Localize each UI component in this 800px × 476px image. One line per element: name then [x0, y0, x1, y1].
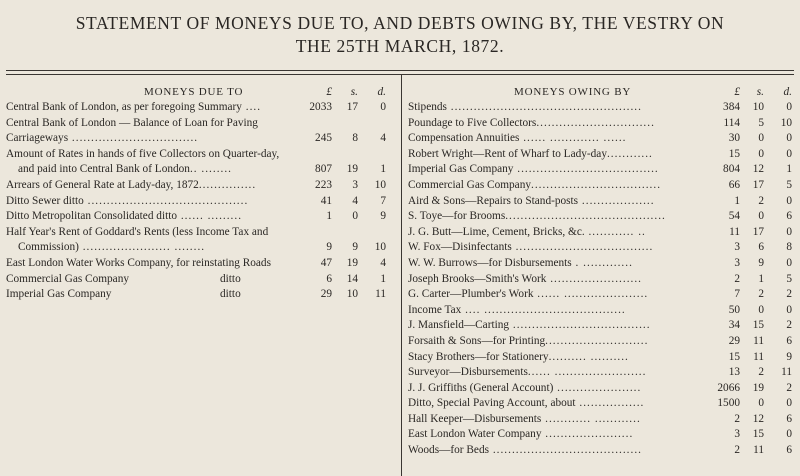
ledger-item-label — [6, 116, 316, 132]
pence-value: 0 — [786, 256, 792, 269]
pence-value: 11 — [781, 366, 792, 379]
item-text: Income Tax — [408, 303, 462, 316]
ledger-item-label — [408, 443, 718, 459]
shillings-value: 4 — [352, 194, 358, 207]
shillings-value: 12 — [752, 412, 764, 425]
section-heading — [6, 82, 396, 100]
title-line-2: THE 25TH MARCH, 1872. — [295, 36, 505, 56]
ledger-item-label — [6, 100, 316, 116]
item-text: J. G. Butt—Lime, Cement, Bricks, &c. — [408, 225, 585, 238]
item-text: Ditto Metropolitan Consolidated ditto — [6, 210, 178, 223]
shillings-header: s. — [350, 86, 358, 98]
pounds-value: 2033 — [309, 101, 332, 113]
pence-value: 0 — [786, 303, 792, 316]
shillings-value: 19 — [346, 256, 358, 269]
leader-dots: .... ..................................... — [461, 303, 626, 316]
pence-value: 0 — [786, 147, 792, 160]
leader-dots: .... — [241, 101, 262, 113]
pounds-value: 223 — [315, 178, 332, 191]
pounds-value: 47 — [320, 256, 332, 269]
leader-dots: .................................................. — [446, 101, 642, 113]
leader-dots: ..................................... — [513, 163, 659, 176]
leader-dots: ........................ — [546, 272, 642, 285]
item-text: Ditto Sewer ditto — [6, 194, 84, 207]
ledger-row — [6, 194, 396, 210]
ledger-item-label — [408, 194, 718, 210]
item-text: Stipends — [408, 101, 447, 113]
ledger-item-label — [408, 381, 718, 397]
ledger-item-label — [408, 162, 718, 178]
item-text: Commercial Gas Company — [408, 178, 531, 191]
pounds-value: 1 — [326, 210, 332, 223]
pence-value: 0 — [786, 132, 792, 145]
ledger-row — [6, 116, 396, 132]
item-text: Carriageways — [6, 132, 69, 145]
ledger-item-label — [6, 225, 316, 241]
item-text: Imperial Gas Company — [6, 288, 112, 301]
leader-dots: ...... ......... — [177, 210, 243, 223]
pounds-value: 2 — [734, 412, 740, 425]
pence-value: 7 — [380, 194, 386, 207]
ledger-row — [408, 225, 796, 241]
item-text: Stacy Brothers—for Stationery — [408, 350, 549, 363]
pounds-header: £ — [734, 86, 740, 98]
shillings-value: 2 — [758, 288, 764, 301]
ledger-row — [408, 443, 796, 459]
pence-value: 2 — [786, 319, 792, 332]
ledger-row — [6, 131, 396, 147]
pence-value: 0 — [786, 101, 792, 113]
shillings-value: 14 — [346, 272, 358, 285]
pence-value: 1 — [380, 272, 386, 285]
ledger-row — [408, 272, 796, 288]
double-rule-bottom — [6, 74, 794, 75]
pounds-value: 13 — [728, 366, 740, 379]
leader-dots: ............ — [606, 147, 653, 160]
leader-dots: .................................... — [511, 241, 654, 254]
shillings-value: 15 — [752, 428, 764, 441]
shillings-value: 8 — [352, 132, 358, 145]
shillings-value: 10 — [346, 288, 358, 301]
shillings-value: 9 — [758, 256, 764, 269]
ledger-item-label — [6, 272, 316, 288]
ledger-row — [408, 412, 796, 428]
item-text: S. Toye—for Brooms — [408, 210, 506, 223]
ledger-row — [408, 178, 796, 194]
shillings-value: 19 — [346, 163, 358, 176]
item-text: Half Year's Rent of Goddard's Rents (less Income Tax and — [6, 225, 269, 238]
leader-dots: ............... — [198, 178, 257, 191]
ledger-row — [408, 194, 796, 210]
leader-dots: ................. — [575, 397, 645, 410]
pounds-value: 6 — [326, 272, 332, 285]
ledger-row — [408, 427, 796, 443]
ledger-item-label — [6, 178, 316, 194]
shillings-value: 17 — [346, 101, 358, 113]
shillings-value: 5 — [758, 116, 764, 129]
item-text: Joseph Brooks—Smith's Work — [408, 272, 547, 285]
shillings-value: 6 — [758, 241, 764, 254]
ledger-item-label — [408, 412, 718, 428]
pounds-value: 1 — [734, 194, 740, 207]
ledger-item-label — [6, 131, 316, 147]
ledger-item-label — [408, 116, 718, 132]
item-text: W. W. Burrows—for Disbursements — [408, 256, 572, 269]
item-text: Commission) — [18, 241, 79, 254]
pounds-value: 29 — [728, 334, 740, 347]
ledger-item-label — [408, 240, 718, 256]
ledger-item-label — [6, 209, 316, 225]
moneys-owing-by-section — [408, 82, 796, 459]
pence-value: 10 — [374, 241, 386, 254]
pence-value: 2 — [786, 381, 792, 394]
leader-dots: ...... ........................ — [527, 366, 647, 379]
leader-dots: . ............. — [571, 256, 633, 269]
pence-value: 6 — [786, 210, 792, 223]
ledger-row — [408, 162, 796, 178]
ledger-item-label — [408, 256, 718, 272]
item-text: East London Water Company — [408, 428, 542, 441]
pounds-value: 3 — [734, 428, 740, 441]
pence-value: 10 — [780, 116, 792, 129]
shillings-value: 0 — [758, 132, 764, 145]
item-text: Woods—for Beds — [408, 444, 489, 457]
pence-value: 8 — [786, 241, 792, 254]
leader-dots: ...................... — [553, 381, 642, 394]
ledger-row — [6, 209, 396, 225]
pounds-value: 30 — [728, 132, 740, 145]
pence-value: 0 — [380, 101, 386, 113]
leader-dots: ....................... ........ — [78, 241, 206, 254]
shillings-value: 11 — [753, 334, 764, 347]
shillings-value: 2 — [758, 194, 764, 207]
shillings-value: 12 — [752, 163, 764, 176]
item-text: Forsaith & Sons—for Printing — [408, 334, 546, 347]
ledger-row — [408, 381, 796, 397]
shillings-value: 0 — [758, 303, 764, 316]
shillings-value: 9 — [352, 241, 358, 254]
leader-dots: .......................................... — [505, 210, 666, 223]
ledger-row — [6, 287, 396, 303]
pence-value: 4 — [380, 132, 386, 145]
shillings-value: 2 — [758, 366, 764, 379]
ledger-row — [408, 147, 796, 163]
ledger-row — [6, 225, 396, 241]
pence-value: 9 — [380, 210, 386, 223]
pence-value: 9 — [786, 350, 792, 363]
heading-title: MONEYS OWING BY — [514, 86, 632, 98]
shillings-value: 19 — [752, 381, 764, 394]
pounds-value: 384 — [723, 101, 740, 113]
leader-dots: .. ........ — [189, 163, 233, 176]
pence-value: 11 — [375, 288, 386, 301]
item-text: Amount of Rates in hands of five Collectors on Quarter-day, — [6, 147, 280, 160]
ledger-row — [408, 318, 796, 334]
ledger-item-label — [18, 240, 316, 256]
ledger-row — [408, 256, 796, 272]
ledger-row — [6, 147, 396, 163]
ditto-mark: ditto — [220, 288, 241, 301]
leader-dots: .......... .......... — [548, 350, 629, 363]
leader-dots: .......................................... — [83, 194, 249, 207]
pounds-value: 804 — [723, 163, 740, 176]
shillings-value: 10 — [752, 101, 764, 113]
shillings-value: 11 — [753, 444, 764, 457]
ledger-item-label — [408, 396, 718, 412]
leader-dots: ................................. — [68, 132, 199, 145]
pence-value: 10 — [374, 178, 386, 191]
item-text: Central Bank of London, as per foregoing Summary — [6, 101, 242, 113]
ledger-row — [6, 178, 396, 194]
pence-value: 4 — [380, 256, 386, 269]
ledger-item-label — [408, 318, 718, 334]
leader-dots: ....................................... — [489, 444, 642, 457]
ledger-row — [6, 272, 396, 288]
ledger-item-label — [6, 147, 316, 163]
pence-value: 0 — [786, 428, 792, 441]
ledger-item-label — [408, 131, 718, 147]
item-text: G. Carter—Plumber's Work — [408, 288, 534, 301]
ledger-item-label — [408, 427, 718, 443]
pence-value: 0 — [786, 225, 792, 238]
leader-dots: ........................... — [545, 334, 649, 347]
ledger-row — [408, 303, 796, 319]
ledger-item-label — [408, 209, 718, 225]
pence-value: 6 — [786, 334, 792, 347]
pounds-value: 54 — [728, 210, 740, 223]
ledger-item-label — [408, 334, 718, 350]
leader-dots: ............ .. — [584, 225, 646, 238]
pounds-value: 2 — [734, 444, 740, 457]
item-text: J. J. Griffiths (General Account) — [408, 381, 554, 394]
shillings-value: 1 — [758, 272, 764, 285]
leader-dots: ....................... — [541, 428, 634, 441]
document-title — [0, 12, 800, 58]
ditto-mark: ditto — [220, 272, 241, 285]
shillings-header: s. — [756, 86, 764, 98]
ledger-row — [408, 350, 796, 366]
leader-dots: .................................... — [509, 319, 651, 332]
pounds-value: 66 — [728, 178, 740, 191]
ledger-item-label — [408, 303, 718, 319]
item-text: Imperial Gas Company — [408, 163, 514, 176]
pounds-value: 3 — [734, 241, 740, 254]
leader-dots: ...... ...................... — [533, 288, 649, 301]
pounds-value: 7 — [734, 288, 740, 301]
item-text: Arrears of General Rate at Lady-day, 1872 — [6, 178, 199, 191]
ledger-row — [6, 100, 396, 116]
heading-title: MONEYS DUE TO — [144, 86, 244, 98]
leader-dots: ............................... — [536, 116, 655, 129]
ledger-item-label — [6, 194, 316, 210]
pence-value: 2 — [786, 288, 792, 301]
shillings-value: 0 — [758, 210, 764, 223]
ledger-item-label — [18, 162, 316, 178]
pence-value: 0 — [786, 397, 792, 410]
ledger-item-label — [408, 147, 718, 163]
pounds-value: 807 — [315, 163, 332, 176]
pence-value: 6 — [786, 412, 792, 425]
pounds-value: 1500 — [717, 397, 740, 410]
item-text: and paid into Central Bank of London — [18, 163, 190, 176]
section-heading — [408, 82, 796, 100]
item-text: W. Fox—Disinfectants — [408, 241, 512, 254]
shillings-value: 0 — [758, 147, 764, 160]
ledger-row — [408, 334, 796, 350]
item-text: Aird & Sons—Repairs to Stand-posts — [408, 194, 579, 207]
shillings-value: 11 — [753, 350, 764, 363]
pounds-value: 29 — [320, 288, 332, 301]
leader-dots: ............ ............ — [541, 412, 641, 425]
item-text: J. Mansfield—Carting — [408, 319, 510, 332]
shillings-value: 0 — [352, 210, 358, 223]
shillings-value: 15 — [752, 319, 764, 332]
pounds-value: 34 — [728, 319, 740, 332]
ledger-row — [6, 240, 396, 256]
shillings-value: 17 — [752, 178, 764, 191]
pounds-value: 2066 — [717, 381, 740, 394]
pounds-value: 2 — [734, 272, 740, 285]
leader-dots: ................... — [578, 194, 655, 207]
ledger-row — [408, 365, 796, 381]
shillings-value: 3 — [352, 178, 358, 191]
item-text: East London Water Works Company, for reinstating Roads — [6, 256, 271, 269]
pounds-value: 50 — [728, 303, 740, 316]
ledger-row — [408, 396, 796, 412]
item-text: Compensation Annuities — [408, 132, 520, 145]
ledger-item-label — [408, 178, 718, 194]
item-text: Surveyor—Disbursements — [408, 366, 528, 379]
pounds-value: 245 — [315, 132, 332, 145]
ledger-item-label — [408, 225, 718, 241]
item-text: Central Bank of London — Balance of Loan for Paving — [6, 116, 258, 129]
title-line-1: STATEMENT OF MONEYS DUE TO, AND DEBTS OWING BY, THE VESTRY ON — [75, 13, 725, 33]
pence-value: 1 — [380, 163, 386, 176]
pence-value: 0 — [786, 194, 792, 207]
pounds-value: 3 — [734, 256, 740, 269]
item-text: Robert Wright—Rent of Wharf to Lady-day — [408, 147, 607, 160]
shillings-value: 0 — [758, 397, 764, 410]
pounds-value: 114 — [723, 116, 740, 129]
item-text: Hall Keeper—Disbursements — [408, 412, 542, 425]
ledger-item-label — [408, 365, 718, 381]
pounds-value: 15 — [728, 350, 740, 363]
ledger-item-label — [408, 350, 718, 366]
item-text: Ditto, Special Paving Account, about — [408, 397, 576, 410]
ledger-row — [408, 209, 796, 225]
pounds-value: 41 — [320, 194, 332, 207]
item-text: Poundage to Five Collectors — [408, 116, 537, 129]
ledger-item-label — [6, 256, 316, 272]
ledger-row — [408, 100, 796, 116]
ledger-row — [6, 256, 396, 272]
pounds-header: £ — [326, 86, 332, 98]
ledger-row — [408, 116, 796, 132]
ledger-row — [6, 162, 396, 178]
leader-dots: ...... ............. ...... — [519, 132, 627, 145]
pounds-value: 11 — [729, 225, 740, 238]
item-text: Commercial Gas Company — [6, 272, 129, 285]
double-rule-top — [6, 70, 794, 71]
pence-value: 1 — [786, 163, 792, 176]
pence-value: 5 — [786, 272, 792, 285]
pence-value: 5 — [786, 178, 792, 191]
ledger-item-label — [408, 100, 718, 116]
shillings-value: 17 — [752, 225, 764, 238]
ledger-row — [408, 131, 796, 147]
leader-dots: .................................. — [531, 178, 662, 191]
moneys-due-to-section — [6, 82, 396, 303]
pence-value: 6 — [786, 444, 792, 457]
pence-header: d. — [783, 86, 792, 98]
ledger-item-label — [6, 287, 316, 303]
pounds-value: 9 — [326, 241, 332, 254]
ledger-item-label — [408, 272, 718, 288]
ledger-row — [408, 287, 796, 303]
pounds-value: 15 — [728, 147, 740, 160]
pence-header: d. — [377, 86, 386, 98]
column-divider — [401, 74, 402, 476]
ledger-row — [408, 240, 796, 256]
ledger-item-label — [408, 287, 718, 303]
